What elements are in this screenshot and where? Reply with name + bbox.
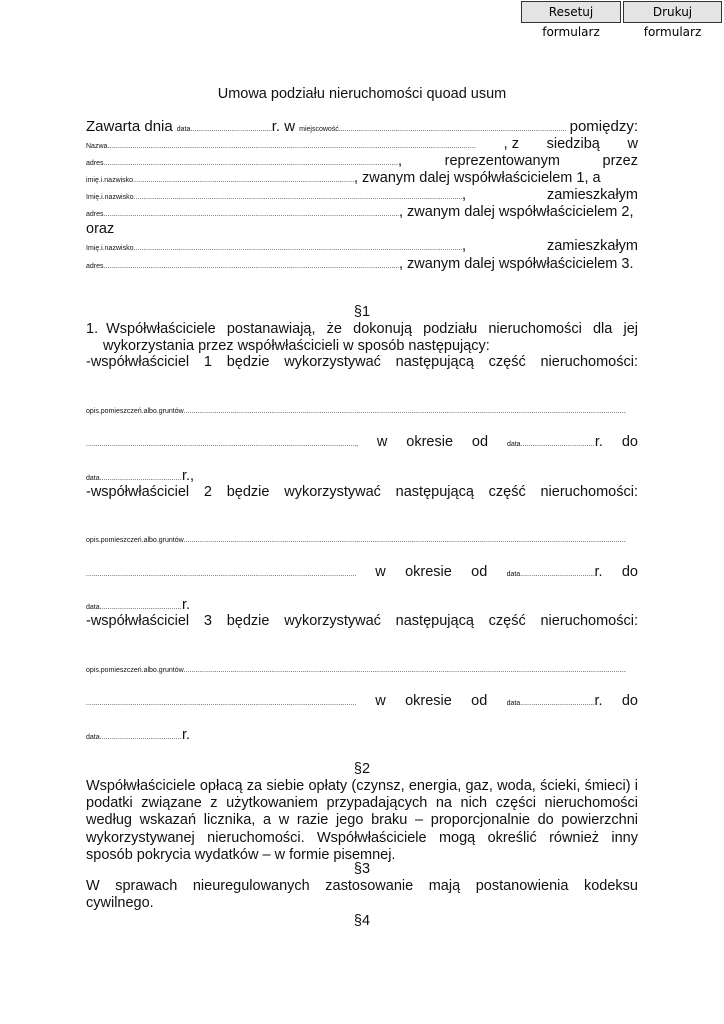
owner-2-date-to[interactable]: data ..... r. (86, 597, 638, 613)
print-form-button[interactable]: Drukuj formularz (623, 1, 722, 23)
owner-2-description-field[interactable]: opis.pomieszczeń.albo.gruntów ..... (86, 530, 626, 546)
intro-line-4: imię.i.nazwisko ..... , zwanym dalej współwłaścicielem 1, a (86, 170, 638, 186)
person-field-3[interactable]: Imię.i.nazwisko ..... (86, 238, 462, 254)
section-3-heading: §3 (353, 861, 371, 877)
owner-3-description-field[interactable]: opis.pomieszczeń.albo.gruntów ..... (86, 660, 626, 676)
owner-1-period-line: ..... , w okresie od data ..... r. do (86, 434, 638, 450)
owner-2-period-line: ..... w okresie od data ..... r. do (86, 564, 638, 580)
reset-form-button[interactable]: Resetuj formularz (521, 1, 621, 23)
intro-line-3: adres ..... , reprezentowanym przez (86, 153, 638, 169)
owner-1-description-field-2[interactable] (86, 434, 356, 450)
place-field[interactable]: miejscowość ..... (299, 119, 566, 135)
person-field-2[interactable]: Imię.i.nazwisko ..... (86, 187, 462, 203)
s1-point-1: 1. Współwłaściciele postanawiają, że dokonują podziału nieruchomości dla jej (86, 321, 638, 337)
document-title: Umowa podziału nieruchomości quoad usum (217, 86, 507, 102)
intro-line-9: adres ..... , zwanym dalej współwłaścicielem 3. (86, 256, 638, 272)
section-3-text: W sprawach nieuregulowanych zastosowanie mają postanowienia kodeksu cywilnego. (86, 878, 638, 912)
intro-line-1: Zawarta dnia data ..... r. w miejscowość ..... pomiędzy: (86, 118, 638, 135)
section-4-heading: §4 (353, 913, 371, 929)
intro-line-5: Imię.i.nazwisko ..... , zamieszkałym (86, 187, 638, 203)
owner-1-line: -współwłaściciel 1 będzie wykorzystywać następującą część nieruchomości: (86, 354, 638, 370)
owner-1-description-field[interactable]: opis.pomieszczeń.albo.gruntów ..... (86, 401, 626, 417)
section-2-text: Współwłaściciele opłacą za siebie opłaty (czynsz, energia, gaz, woda, ścieki, śmieci) i podatki związane z użytkowaniem przypadających na nich części nieruchomości według wskazań licznika, a w razie jego braku – proporcjonalnie do powierzchni wykorzystywanej nieruchomości. Współwłaściciele mogą określić również inny sposób pokrycia wydatków – w formie pisemnej. (86, 778, 638, 863)
address-field-3[interactable]: adres ..... (86, 256, 399, 272)
owner-3-date-from[interactable]: data ..... r. (507, 693, 603, 709)
section-2-heading: §2 (353, 761, 371, 777)
owner-3-date-to[interactable]: data ..... r. (86, 727, 638, 743)
address-field-1[interactable]: adres ..... (86, 153, 398, 169)
owner-3-period-line: ..... w okresie od data ..... r. do (86, 693, 638, 709)
owner-2-date-from[interactable]: data ..... r. (507, 564, 603, 580)
name-field[interactable]: Nazwa ..... (86, 136, 476, 152)
s1-point-1-cont: wykorzystania przez współwłaścicieli w sposób następujący: (103, 338, 490, 354)
intro-line-8: Imię.i.nazwisko ..... , zamieszkałym (86, 238, 638, 254)
intro-line-6: adres ..... , zwanym dalej współwłaścicielem 2, (86, 204, 638, 220)
address-field-2[interactable]: adres ..... (86, 204, 399, 220)
owner-2-line: -współwłaściciel 2 będzie wykorzystywać następującą część nieruchomości: (86, 484, 638, 500)
section-1-heading: §1 (353, 304, 371, 320)
owner-1-date-from[interactable]: data ..... r. (507, 434, 603, 450)
owner-3-description-field-2[interactable] (86, 693, 356, 709)
owner-2-description-field-2[interactable] (86, 564, 356, 580)
owner-3-line: -współwłaściciel 3 będzie wykorzystywać następującą część nieruchomości: (86, 613, 638, 629)
person-field-1[interactable]: imię.i.nazwisko ..... (86, 170, 354, 186)
owner-1-date-to[interactable]: data ..... r., (86, 468, 638, 484)
date-field[interactable]: data ..... (177, 119, 272, 135)
intro-line-2: Nazwa ..... , z siedzibą w (86, 136, 638, 152)
intro-line-7: oraz (86, 221, 115, 237)
